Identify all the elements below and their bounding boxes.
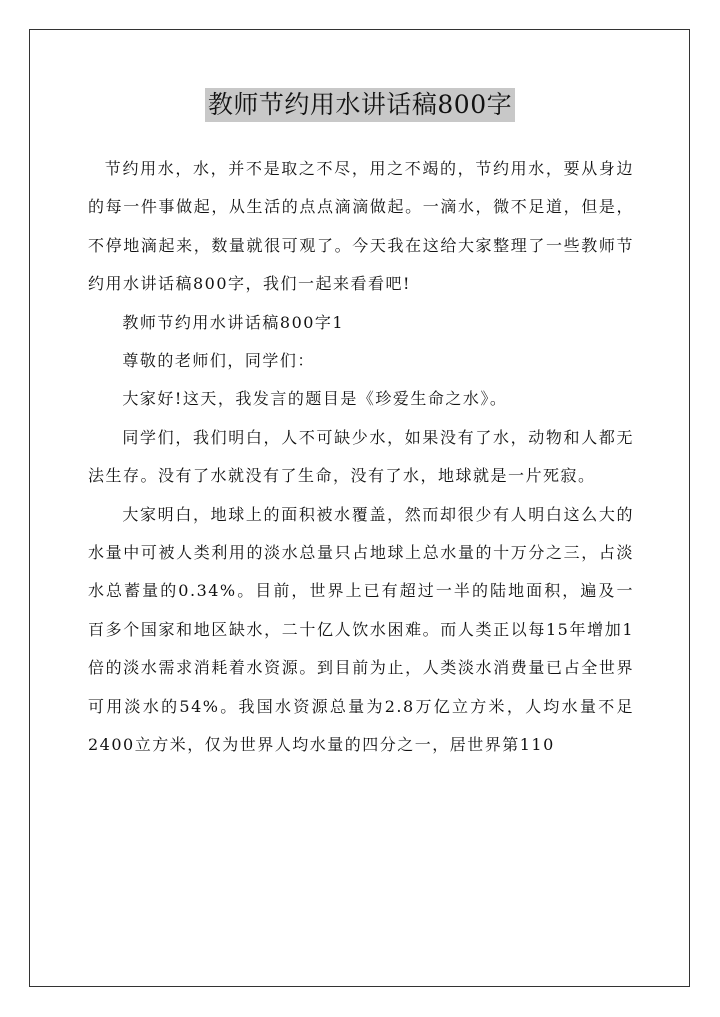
salutation: 尊敬的老师们，同学们： [122, 351, 315, 371]
greeting-paragraph: 大家好!这天，我发言的题目是《珍爱生命之水》。 [122, 389, 508, 409]
body-paragraph: 同学们，我们明白，人不可缺少水，如果没有了水，动物和人都无法生存。没有了水就没有了生命，没有了水，地球就是一片死寂。 [88, 427, 634, 486]
section-heading: 教师节约用水讲话稿800字1 [122, 312, 345, 332]
document-title: 教师节约用水讲话稿800字 [205, 88, 515, 122]
document-body [88, 150, 634, 765]
intro-paragraph: 节约用水，水，并不是取之不尽，用之不竭的，节约用水，要从身边的每一件事做起，从生活的点点滴滴做起。一滴水，微不足道，但是，不停地滴起来，数量就很可观了。今天我在这给大家整理了一些教师节约用水讲话稿800字，我们一起来看看吧! [88, 159, 634, 294]
body-paragraph: 大家明白，地球上的面积被水覆盖，然而却很少有人明白这么大的水量中可被人类利用的淡水总量只占地球上总水量的十万分之三，占淡水总蓄量的0.34%。目前，世界上已有超过一半的陆地面积，遍及一百多个国家和地区缺水，二十亿人饮水困难。而人类正以每15年增加1倍的淡水需求消耗着水资源。到目前为止，人类淡水消费量已占全世界可用淡水的54%。我国水资源总量为2.8万亿立方米，人均水量不足2400立方米，仅为世界人均水量的四分之一，居世界第110 [88, 504, 634, 755]
title-container [0, 88, 720, 122]
